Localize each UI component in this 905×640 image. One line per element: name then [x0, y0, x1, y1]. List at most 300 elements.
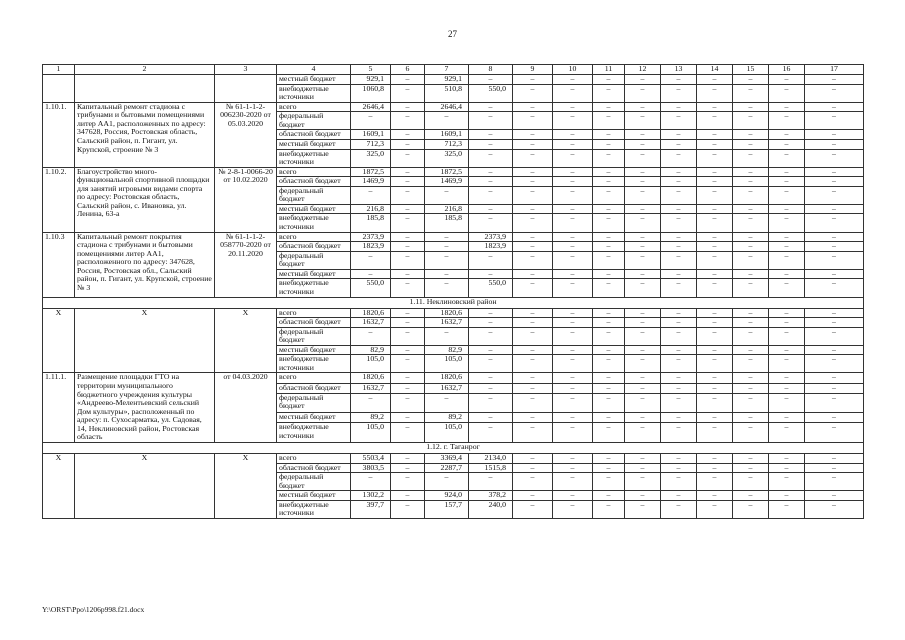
value-cell: – [593, 102, 625, 112]
value-cell: – [513, 102, 553, 112]
value-cell: – [697, 102, 733, 112]
value-cell: – [593, 251, 625, 269]
value-cell: 157,7 [425, 500, 469, 518]
column-header: 8 [469, 65, 513, 75]
value-cell: – [769, 355, 805, 373]
value-cell: – [805, 149, 864, 167]
value-cell: 2373,9 [351, 232, 391, 242]
value-cell: – [769, 102, 805, 112]
value-cell: – [391, 186, 425, 204]
value-cell: – [593, 279, 625, 297]
funding-source: областной бюджет [277, 130, 351, 140]
value-cell: – [625, 373, 661, 383]
value-cell: – [805, 373, 864, 383]
value-cell: – [697, 139, 733, 149]
value-cell: – [391, 383, 425, 393]
value-cell: – [593, 373, 625, 383]
value-cell: – [733, 242, 769, 252]
value-cell: – [733, 393, 769, 412]
value-cell: – [553, 232, 593, 242]
value-cell: – [391, 269, 425, 279]
value-cell: – [391, 393, 425, 412]
value-cell: 550,0 [351, 279, 391, 297]
value-cell: – [697, 463, 733, 473]
value-cell: – [733, 112, 769, 130]
value-cell: – [697, 423, 733, 442]
value-cell: – [513, 453, 553, 463]
value-cell: – [593, 204, 625, 214]
value-cell: – [513, 327, 553, 345]
section-row [43, 442, 864, 453]
value-cell: 1515,8 [469, 463, 513, 473]
value-cell: 82,9 [425, 345, 469, 355]
value-cell: – [697, 318, 733, 328]
column-header: 5 [351, 65, 391, 75]
value-cell: – [351, 327, 391, 345]
funding-source: всего [277, 373, 351, 383]
funding-source: федеральный бюджет [277, 327, 351, 345]
item-name: Х [75, 453, 215, 518]
column-header: 14 [697, 65, 733, 75]
value-cell: – [661, 383, 697, 393]
table-body [43, 65, 864, 519]
value-cell: – [593, 167, 625, 177]
value-cell: – [553, 251, 593, 269]
value-cell: 105,0 [425, 355, 469, 373]
value-cell: – [661, 102, 697, 112]
value-cell: – [425, 186, 469, 204]
value-cell: 216,8 [351, 204, 391, 214]
column-header: 2 [75, 65, 215, 75]
value-cell: – [733, 167, 769, 177]
value-cell: – [513, 130, 553, 140]
item-number: 1.10.2. [43, 167, 75, 232]
value-cell: – [553, 383, 593, 393]
value-cell: – [625, 308, 661, 318]
item-number: Х [43, 453, 75, 518]
value-cell: – [553, 75, 593, 85]
value-cell: – [553, 204, 593, 214]
value-cell: 929,1 [425, 75, 469, 85]
column-header: 9 [513, 65, 553, 75]
value-cell: 1872,5 [351, 167, 391, 177]
value-cell: – [625, 177, 661, 187]
value-cell: – [425, 112, 469, 130]
value-cell: – [697, 251, 733, 269]
value-cell: – [625, 232, 661, 242]
item-number: 1.10.1. [43, 102, 75, 167]
funding-source: федеральный бюджет [277, 186, 351, 204]
item-document: Х [215, 453, 277, 518]
value-cell: 3803,5 [351, 463, 391, 473]
value-cell: – [513, 112, 553, 130]
value-cell: 216,8 [425, 204, 469, 214]
value-cell: 89,2 [351, 413, 391, 423]
value-cell: – [769, 463, 805, 473]
value-cell: – [391, 453, 425, 463]
item-document: Х [215, 308, 277, 373]
value-cell: – [593, 139, 625, 149]
value-cell: – [391, 139, 425, 149]
value-cell: – [593, 242, 625, 252]
value-cell: 1632,7 [425, 383, 469, 393]
value-cell: – [661, 373, 697, 383]
value-cell: – [593, 75, 625, 85]
section-row [43, 297, 864, 308]
value-cell: – [697, 242, 733, 252]
value-cell: 924,0 [425, 491, 469, 501]
value-cell: 2373,9 [469, 232, 513, 242]
value-cell: – [391, 242, 425, 252]
value-cell: – [625, 491, 661, 501]
value-cell: – [805, 383, 864, 393]
header-row [43, 65, 864, 75]
item-name: Благоустройство много-функциональной спортивной площадки для занятий игровыми видами спорта по адресу: Ростовская область, Сальский район, с. Ивановка, ул. Ленина, 63-а [75, 167, 215, 232]
value-cell: – [513, 393, 553, 412]
value-cell: – [769, 214, 805, 232]
value-cell: 185,8 [425, 214, 469, 232]
value-cell: – [805, 413, 864, 423]
value-cell: – [661, 130, 697, 140]
item-document: № 61-1-1-2-058770-2020 от 20.11.2020 [215, 232, 277, 297]
value-cell: – [661, 463, 697, 473]
value-cell: – [733, 500, 769, 518]
funding-source: областной бюджет [277, 383, 351, 393]
value-cell: – [593, 186, 625, 204]
value-cell: – [553, 112, 593, 130]
value-cell: – [469, 251, 513, 269]
value-cell: – [769, 473, 805, 491]
value-cell: – [733, 177, 769, 187]
value-cell: – [391, 413, 425, 423]
value-cell: – [553, 500, 593, 518]
value-cell: – [351, 393, 391, 412]
value-cell: – [469, 75, 513, 85]
value-cell: – [769, 139, 805, 149]
value-cell: – [769, 327, 805, 345]
value-cell: 3369,4 [425, 453, 469, 463]
table-row [43, 232, 864, 242]
value-cell: – [805, 177, 864, 187]
value-cell: – [553, 355, 593, 373]
value-cell: – [593, 318, 625, 328]
value-cell: – [469, 139, 513, 149]
funding-source: внебюджетные источники [277, 279, 351, 297]
value-cell: – [697, 112, 733, 130]
value-cell: – [733, 279, 769, 297]
value-cell: – [513, 167, 553, 177]
value-cell: – [469, 130, 513, 140]
value-cell: – [351, 251, 391, 269]
value-cell: – [553, 345, 593, 355]
value-cell: – [553, 373, 593, 383]
value-cell: – [593, 327, 625, 345]
item-document: № 2-8-1-0066-20 от 10.02.2020 [215, 167, 277, 232]
value-cell: 1302,2 [351, 491, 391, 501]
value-cell: – [469, 177, 513, 187]
funding-source: внебюджетные источники [277, 500, 351, 518]
value-cell: – [513, 500, 553, 518]
value-cell: 712,3 [425, 139, 469, 149]
value-cell: – [553, 177, 593, 187]
value-cell: – [513, 345, 553, 355]
value-cell: – [469, 383, 513, 393]
value-cell: 1820,6 [351, 308, 391, 318]
value-cell: – [661, 355, 697, 373]
value-cell: – [733, 214, 769, 232]
value-cell: – [661, 75, 697, 85]
item-name: Х [75, 308, 215, 373]
value-cell: – [593, 423, 625, 442]
value-cell: – [425, 279, 469, 297]
value-cell: – [625, 463, 661, 473]
funding-source: областной бюджет [277, 318, 351, 328]
value-cell: – [553, 491, 593, 501]
value-cell: 325,0 [351, 149, 391, 167]
value-cell: 1823,9 [351, 242, 391, 252]
value-cell: – [769, 242, 805, 252]
value-cell: – [697, 491, 733, 501]
value-cell: – [625, 75, 661, 85]
value-cell: 1820,6 [351, 373, 391, 383]
value-cell: – [593, 453, 625, 463]
value-cell: – [553, 318, 593, 328]
value-cell: – [733, 373, 769, 383]
column-header: 7 [425, 65, 469, 75]
value-cell: – [805, 355, 864, 373]
value-cell: – [733, 423, 769, 442]
value-cell: – [733, 318, 769, 328]
value-cell: 240,0 [469, 500, 513, 518]
value-cell: – [391, 112, 425, 130]
value-cell: – [769, 308, 805, 318]
value-cell: – [769, 204, 805, 214]
value-cell: – [513, 413, 553, 423]
value-cell: – [805, 130, 864, 140]
value-cell: – [625, 251, 661, 269]
value-cell: 105,0 [351, 355, 391, 373]
value-cell: – [391, 149, 425, 167]
value-cell: – [661, 186, 697, 204]
value-cell: – [391, 102, 425, 112]
value-cell: – [553, 149, 593, 167]
value-cell: – [697, 186, 733, 204]
value-cell: – [513, 473, 553, 491]
value-cell: – [469, 327, 513, 345]
value-cell: – [625, 102, 661, 112]
value-cell: 1609,1 [425, 130, 469, 140]
value-cell: – [513, 251, 553, 269]
value-cell: – [661, 318, 697, 328]
value-cell: – [513, 204, 553, 214]
value-cell: – [469, 102, 513, 112]
value-cell: – [805, 112, 864, 130]
value-cell: – [625, 345, 661, 355]
page-number: 27 [448, 29, 457, 39]
funding-source: областной бюджет [277, 463, 351, 473]
value-cell: – [391, 167, 425, 177]
value-cell: – [733, 383, 769, 393]
value-cell: – [733, 130, 769, 140]
value-cell: – [391, 177, 425, 187]
value-cell: – [769, 393, 805, 412]
value-cell: – [733, 204, 769, 214]
value-cell: – [425, 269, 469, 279]
value-cell: – [697, 214, 733, 232]
funding-source: местный бюджет [277, 269, 351, 279]
value-cell: – [805, 453, 864, 463]
value-cell: – [697, 308, 733, 318]
value-cell: – [805, 232, 864, 242]
value-cell: – [697, 269, 733, 279]
value-cell: – [553, 393, 593, 412]
value-cell: – [625, 149, 661, 167]
item-document: № 61-1-1-2-006230-2020 от 05.03.2020 [215, 102, 277, 167]
value-cell: – [553, 279, 593, 297]
value-cell: – [553, 84, 593, 102]
funding-source: всего [277, 167, 351, 177]
value-cell: – [391, 204, 425, 214]
value-cell: – [593, 112, 625, 130]
value-cell: 510,8 [425, 84, 469, 102]
value-cell: – [661, 214, 697, 232]
value-cell: – [391, 308, 425, 318]
value-cell: – [553, 413, 593, 423]
value-cell: – [769, 500, 805, 518]
value-cell: 378,2 [469, 491, 513, 501]
value-cell: – [469, 269, 513, 279]
funding-source: всего [277, 453, 351, 463]
column-header: 6 [391, 65, 425, 75]
value-cell: – [805, 327, 864, 345]
funding-source: местный бюджет [277, 413, 351, 423]
funding-source: внебюджетные источники [277, 423, 351, 442]
value-cell: – [469, 393, 513, 412]
value-cell: – [351, 473, 391, 491]
table-row [43, 453, 864, 463]
funding-source: внебюджетные источники [277, 355, 351, 373]
value-cell: 105,0 [425, 423, 469, 442]
value-cell: – [733, 463, 769, 473]
value-cell: – [697, 373, 733, 383]
value-cell: – [661, 327, 697, 345]
value-cell: – [425, 393, 469, 412]
value-cell: – [625, 214, 661, 232]
value-cell: 2646,4 [425, 102, 469, 112]
value-cell: – [469, 149, 513, 167]
value-cell: – [733, 491, 769, 501]
value-cell: 1469,9 [351, 177, 391, 187]
value-cell: – [593, 130, 625, 140]
value-cell: – [625, 318, 661, 328]
value-cell: – [513, 214, 553, 232]
value-cell: – [553, 308, 593, 318]
value-cell: – [661, 413, 697, 423]
value-cell: – [513, 463, 553, 473]
value-cell: – [769, 318, 805, 328]
value-cell: – [593, 177, 625, 187]
value-cell: – [513, 84, 553, 102]
value-cell: – [733, 269, 769, 279]
value-cell: – [513, 383, 553, 393]
value-cell: 89,2 [425, 413, 469, 423]
value-cell: – [733, 413, 769, 423]
value-cell: – [553, 269, 593, 279]
value-cell: 2646,4 [351, 102, 391, 112]
value-cell: – [769, 84, 805, 102]
value-cell: – [513, 149, 553, 167]
value-cell: – [769, 186, 805, 204]
value-cell: – [513, 177, 553, 187]
value-cell: – [805, 84, 864, 102]
value-cell: – [469, 167, 513, 177]
item-number: 1.10.3 [43, 232, 75, 297]
value-cell: – [661, 473, 697, 491]
value-cell: – [553, 130, 593, 140]
value-cell: – [697, 453, 733, 463]
value-cell: – [625, 393, 661, 412]
value-cell: 2287,7 [425, 463, 469, 473]
value-cell: – [513, 373, 553, 383]
value-cell: – [805, 318, 864, 328]
item-number: Х [43, 308, 75, 373]
value-cell: – [513, 491, 553, 501]
value-cell: – [469, 318, 513, 328]
value-cell: – [661, 251, 697, 269]
value-cell: – [805, 186, 864, 204]
funding-source: местный бюджет [277, 204, 351, 214]
value-cell: – [593, 491, 625, 501]
value-cell: – [661, 84, 697, 102]
value-cell: – [805, 269, 864, 279]
value-cell: – [661, 149, 697, 167]
value-cell: – [593, 383, 625, 393]
value-cell: – [733, 473, 769, 491]
value-cell: – [469, 186, 513, 204]
value-cell: – [593, 463, 625, 473]
value-cell: – [625, 84, 661, 102]
value-cell: – [769, 491, 805, 501]
funding-source: федеральный бюджет [277, 112, 351, 130]
value-cell: – [661, 269, 697, 279]
value-cell: 325,0 [425, 149, 469, 167]
value-cell: 550,0 [469, 84, 513, 102]
value-cell: – [769, 413, 805, 423]
value-cell: – [661, 139, 697, 149]
value-cell: – [769, 373, 805, 383]
value-cell: – [769, 345, 805, 355]
value-cell: – [391, 279, 425, 297]
value-cell: – [593, 232, 625, 242]
value-cell: – [391, 214, 425, 232]
value-cell: – [661, 345, 697, 355]
value-cell: 1820,6 [425, 373, 469, 383]
value-cell: – [513, 139, 553, 149]
value-cell: – [733, 453, 769, 463]
value-cell: – [513, 75, 553, 85]
value-cell: 1469,9 [425, 177, 469, 187]
value-cell: 929,1 [351, 75, 391, 85]
value-cell: – [805, 102, 864, 112]
value-cell: – [553, 167, 593, 177]
funding-source: областной бюджет [277, 242, 351, 252]
value-cell: – [625, 413, 661, 423]
value-cell: – [769, 112, 805, 130]
value-cell: – [697, 279, 733, 297]
value-cell: – [553, 327, 593, 345]
value-cell: – [661, 308, 697, 318]
value-cell: – [661, 112, 697, 130]
